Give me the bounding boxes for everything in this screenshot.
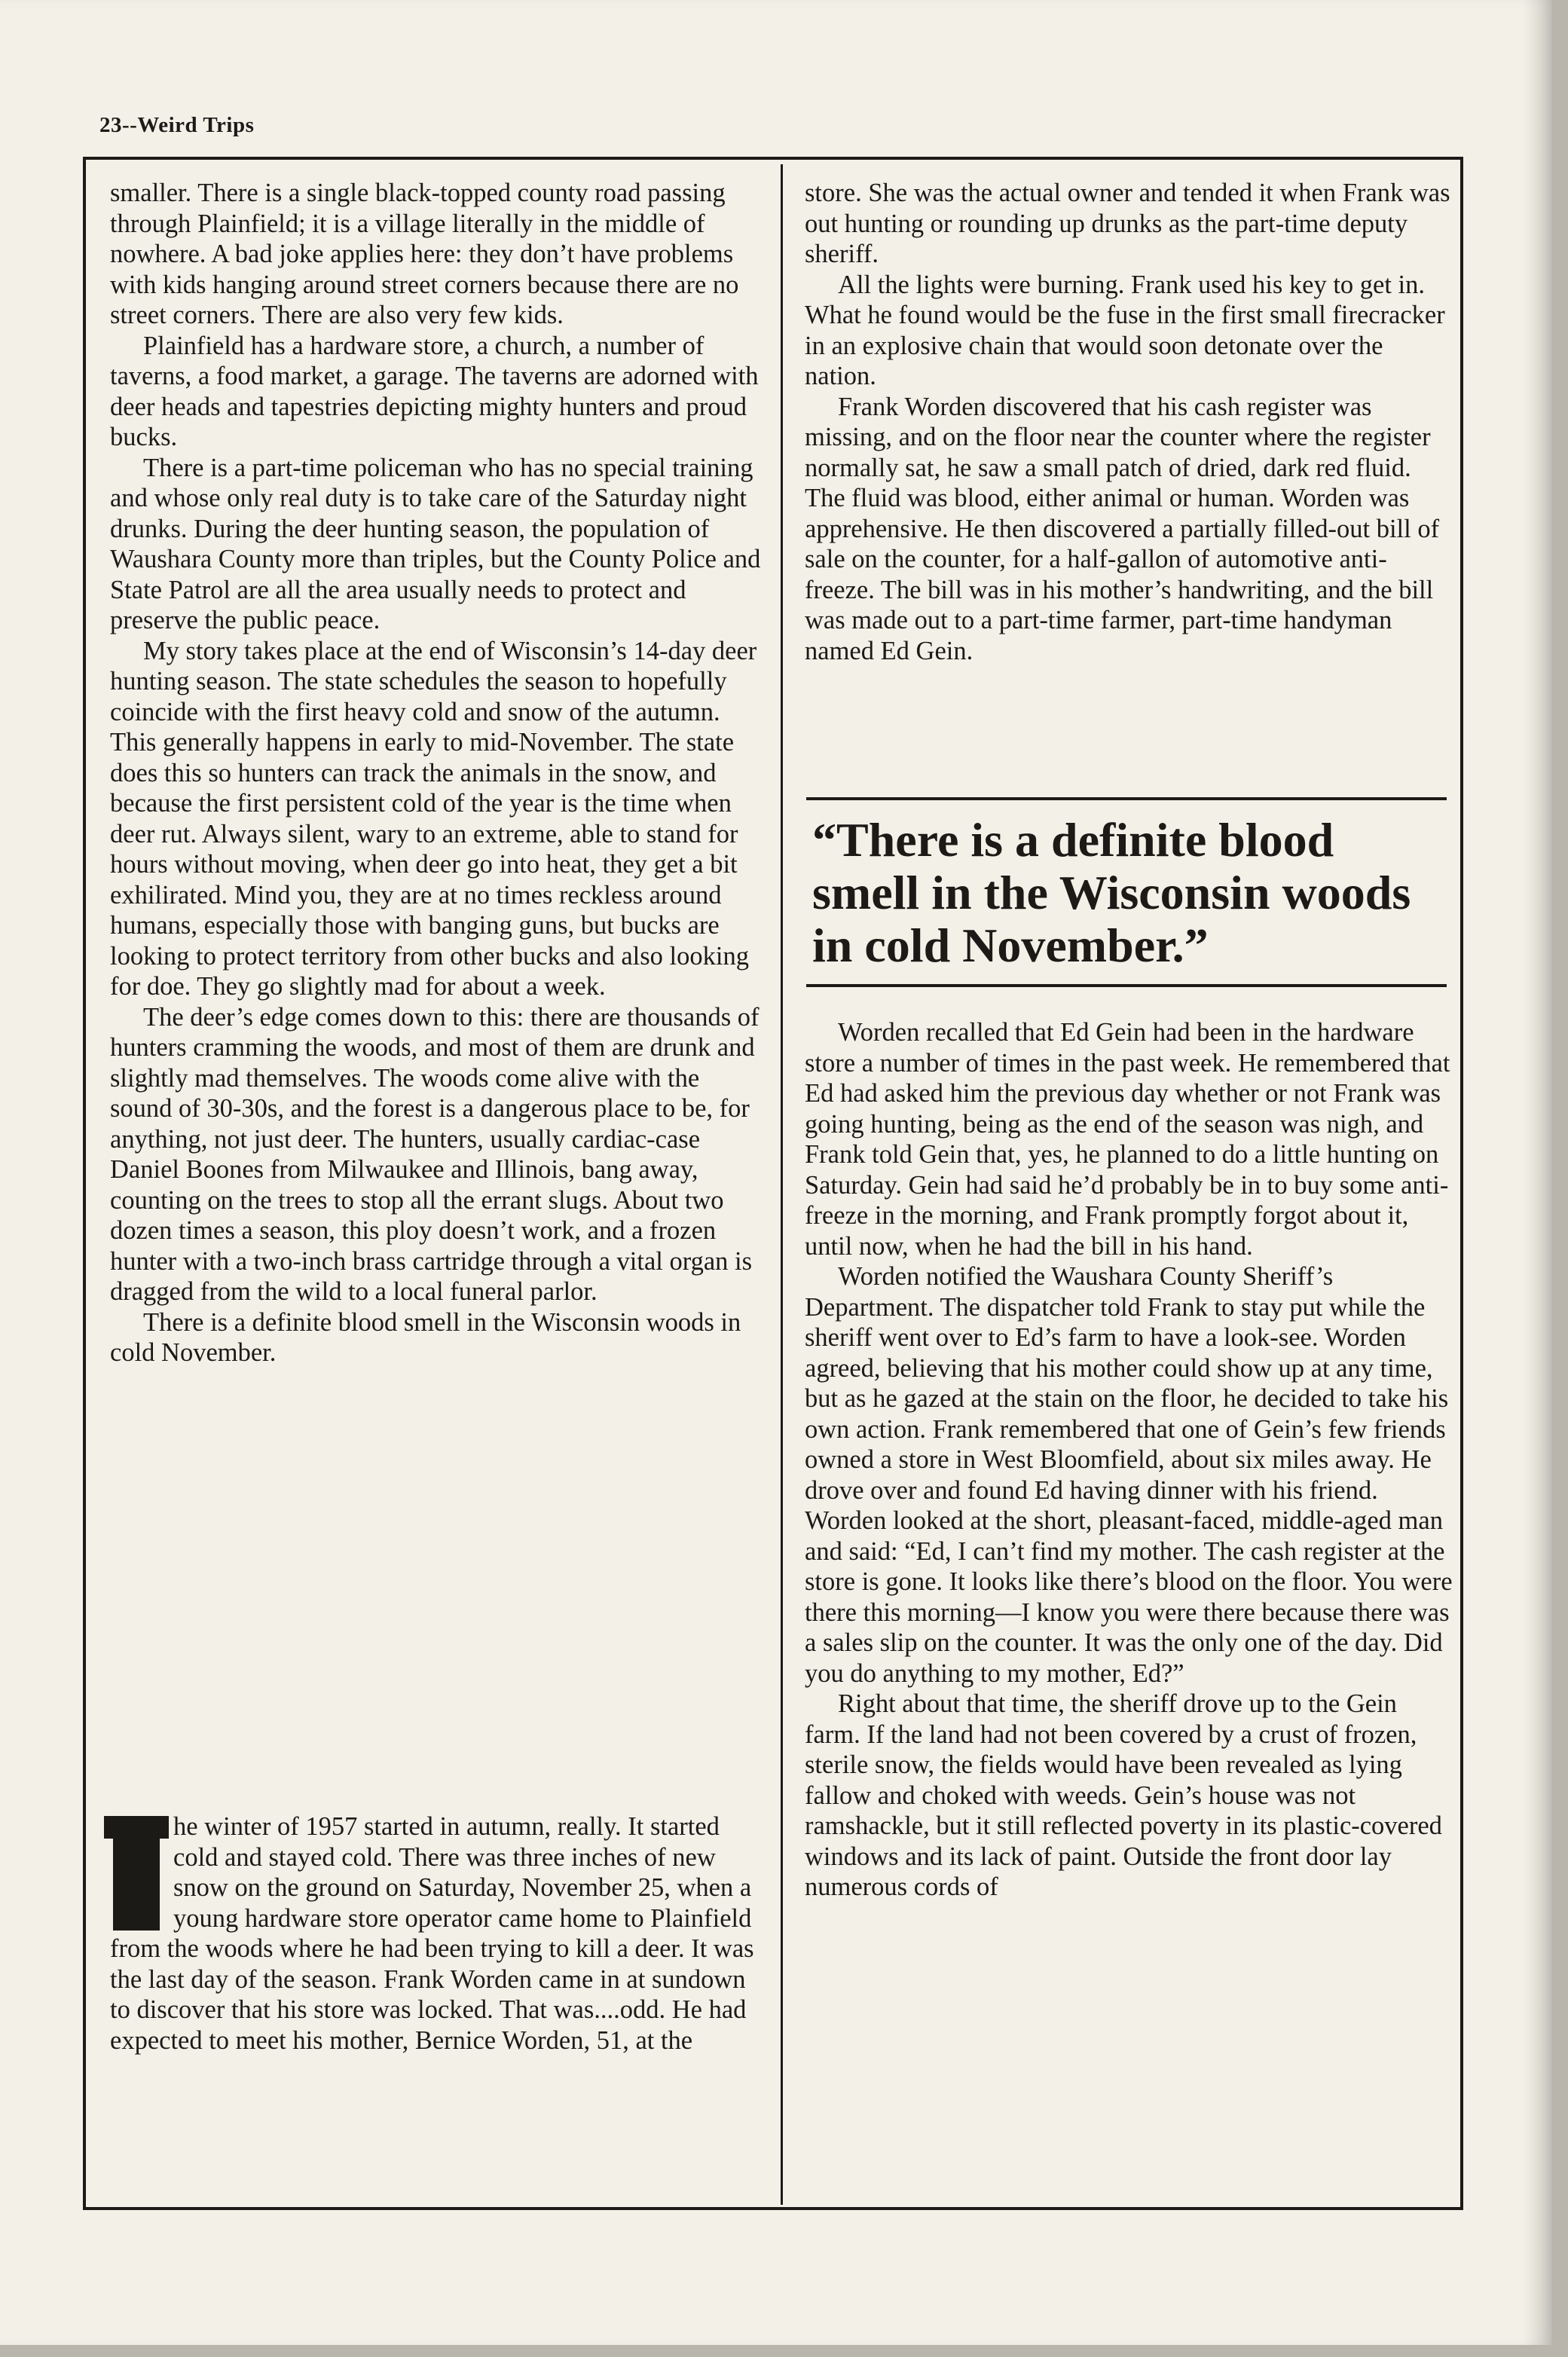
paragraph: store. She was the actual owner and tended it when Frank was out hunting or rounding up drunks as the part-time deputy sheriff.: [805, 179, 1450, 268]
paragraph: My story takes place at the end of Wisconsin’s 14-day deer hunting season. The state schedules the season to hopefully coincide with the first heavy cold and snow of the autumn. This generally happens in early to mid-November. The state does this so hunters can track the animals in the snow, and because the first persistent cold of the year is the time when deer rut. Always silent, wary to an extreme, able to stand for hours without moving, when deer go into heat, they get a bit exhilirated. Mind you, they are at no times reckless around humans, especially those with banging guns, but bucks are looking to protect territory from other bucks and also looking for doe. They go slightly mad for about a week.: [110, 636, 757, 1001]
right-column-top: [805, 178, 1453, 666]
paragraph: There is a part-time policeman who has no special training and whose only real duty is to take care of the Saturday night drunks. During the deer hunting season, the population of Waushara County more than triples, but the County Police and State Patrol are all the area usually needs to protect and preserve the public peace.: [110, 453, 761, 634]
pull-quote-bottom-rule: [806, 984, 1447, 987]
paragraph: smaller. There is a single black-topped county road passing through Plainfield; it is a village literally in the middle of nowhere. A bad joke applies here: they don’t have problems with kids hanging around street corners because there are no street corners. There are also very few kids.: [110, 179, 739, 329]
paragraph: All the lights were burning. Frank used his key to get in. What he found would be the fuse in the first small firecracker in an explosive chain that would soon detonate over the nation.: [805, 270, 1445, 390]
dropcap-section: [110, 1811, 766, 2056]
dropcap-letter: T: [113, 1816, 160, 1931]
running-header: 23--Weird Trips: [99, 113, 255, 137]
paragraph: Frank Worden discovered that his cash register was missing, and on the floor near the counter where the register normally sat, he saw a small patch of dried, dark red fluid. The fluid was blood, either animal or human. Worden was apprehensive. He then discovered a partially filled-out bill of sale on the counter, for a half-gallon of automotive anti-freeze. The bill was in his mother’s handwriting, and the bill was made out to a part-time farmer, part-time handyman named Ed Gein.: [805, 392, 1440, 665]
paragraph: The deer’s edge comes down to this: there are thousands of hunters cramming the woods, and most of them are drunk and slightly mad themselves. The woods come alive with the sound of 30-30s, and the forest is a dangerous place to be, for anything, not just deer. The hunters, usually cardiac-case Daniel Boones from Milwaukee and Illinois, bang away, counting on the trees to stop all the errant slugs. About two dozen times a season, this ploy doesn’t work, and a frozen hunter with a two-inch brass cartridge through a vital organ is dragged from the wild to a local funeral parlor.: [110, 1002, 760, 1306]
paragraph: he winter of 1957 started in autumn, really. It started cold and stayed cold. There was three inches of new snow on the ground on Saturday, November 25, when a young hardware store operator came home to Plainfield from the woods where he had been trying to kill a deer. It was the last day of the season. Frank Worden came in at sundown to discover that his store was locked. That was....odd. He had expected to meet his mother, Bernice Worden, 51, at the: [110, 1812, 754, 2055]
left-column: [110, 178, 766, 1368]
paragraph: Worden notified the Waushara County Sheriff’s Department. The dispatcher told Frank to stay put while the sheriff went over to Ed’s farm to have a look-see. Worden agreed, believing that his mother could show up at any time, but as he gazed at the stain on the floor, he decided to take his own action. Frank remembered that one of Gein’s few friends owned a store in West Bloomfield, about six miles away. He drove over and found Ed having dinner with his friend. Worden looked at the short, pleasant-faced, middle-aged man and said: “Ed, I can’t find my mother. The cash register at the store is gone. It looks like there’s blood on the floor. You were there this morning—I know you were there because there was a sales slip on the counter. It was the only one of the day. Did you do anything to my mother, Ed?”: [805, 1262, 1453, 1688]
paragraph: Plainfield has a hardware store, a church, a number of taverns, a food market, a garage. The taverns are adorned with deer heads and tapestries depicting mighty hunters and proud bucks.: [110, 331, 759, 451]
paragraph: Worden recalled that Ed Gein had been in the hardware store a number of times in the past week. He remembered that Ed had asked him the previous day whether or not Frank was going hunting, being as the end of the season was nigh, and Frank told Gein that, yes, he planned to do a little hunting on Saturday. Gein had said he’d probably be in to buy some anti-freeze in the morning, and Frank promptly forgot about it, until now, when he had the bill in his hand.: [805, 1018, 1450, 1261]
paragraph: Right about that time, the sheriff drove up to the Gein farm. If the land had not been covered by a crust of frozen, sterile snow, the fields would have been revealed as lying fallow and choked with weeds. Gein’s house was not ramshackle, but it still reflected poverty in its plastic-covered windows and its lack of paint. Outside the front door lay numerous cords of: [805, 1689, 1442, 1901]
right-column-bottom: [805, 1017, 1453, 1903]
column-divider: [781, 164, 783, 2205]
pull-quote: “There is a definite blood smell in the Wisconsin woods in cold November.”: [812, 813, 1411, 972]
paragraph: There is a definite blood smell in the Wisconsin woods in cold November.: [110, 1307, 741, 1367]
pull-quote-top-rule: [806, 797, 1447, 800]
page-edge-shadow: [1522, 0, 1552, 2345]
